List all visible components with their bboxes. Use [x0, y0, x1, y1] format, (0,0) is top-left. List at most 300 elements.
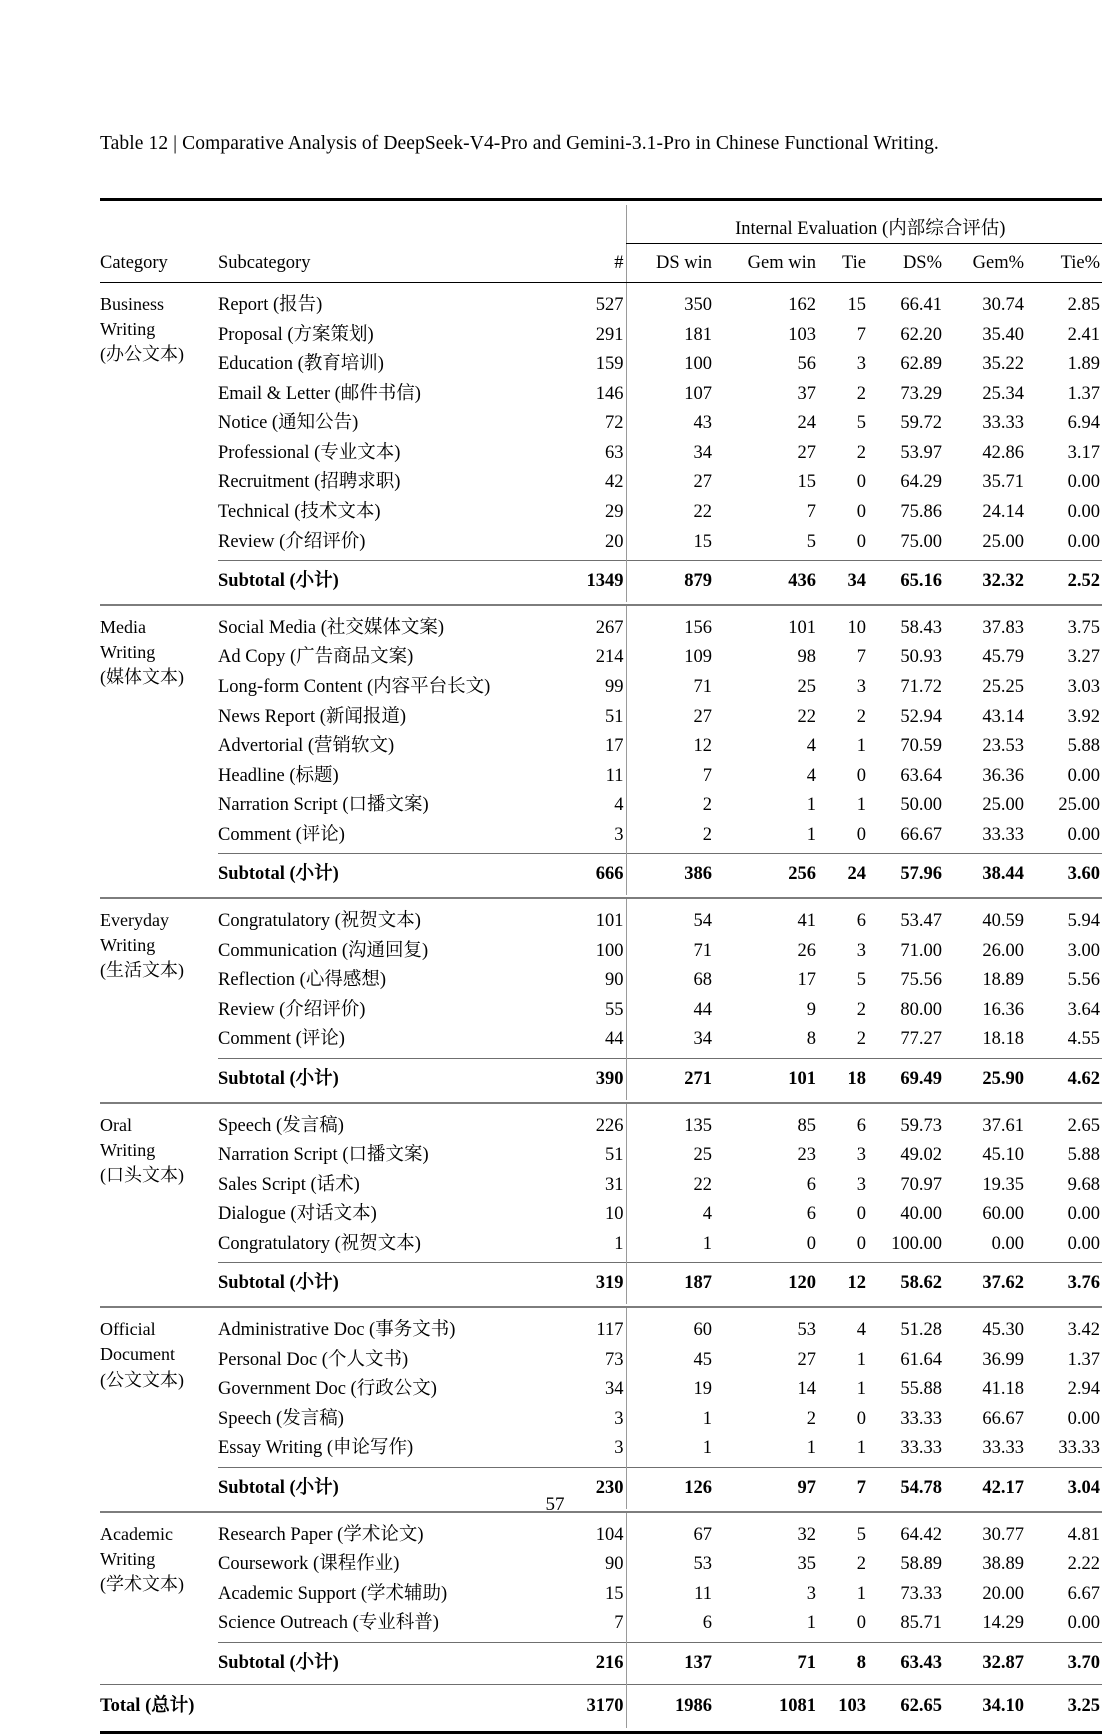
subtotal-spacer: [100, 1058, 218, 1100]
cell-ds-pct: 70.59: [900, 736, 942, 757]
cell-tie: 0: [856, 1204, 866, 1225]
cell-count: 51: [605, 1145, 624, 1166]
cell-ds-win: 25: [626, 1141, 714, 1171]
category-label-en-line2: Document: [100, 1344, 175, 1365]
subtotal-label-cn: (小计): [289, 1068, 339, 1089]
cell-tie-pct: 3.42: [1067, 1320, 1100, 1341]
cell-gem-pct: 36.36: [982, 765, 1024, 786]
subtotal-label-cn: (小计): [289, 570, 339, 591]
cell-gem-win: 2: [806, 1408, 816, 1429]
cell-gem-win: 24: [797, 413, 816, 434]
cell-ds-pct: 71.72: [900, 676, 942, 697]
subtotal-tie: 18: [818, 1058, 868, 1100]
cell-gem-win: 25: [797, 676, 816, 697]
subcategory-name: Ad Copy (广告商品文案): [218, 647, 414, 668]
subcategory-name: Congratulatory (祝贺文本): [218, 1233, 421, 1254]
cell-count: 214: [595, 647, 624, 668]
subtotal-gem-pct: 38.44: [944, 854, 1026, 896]
table-row: [100, 320, 1102, 350]
cell-tie-pct: 0.00: [1067, 765, 1100, 786]
cell-tie: 6: [856, 911, 866, 932]
cell-ds-pct: 62.89: [900, 354, 942, 375]
cell-gem-win: 15: [797, 472, 816, 493]
category-label: [100, 283, 218, 561]
cell-gem-pct: 37.83: [982, 617, 1024, 638]
cell-ds-pct: 58.43: [900, 617, 942, 638]
cell-ds-win: 100: [626, 350, 714, 380]
cell-ds-pct: 49.02: [900, 1145, 942, 1166]
total-gem-pct: 34.10: [944, 1684, 1026, 1728]
subtotal-spacer: [100, 1642, 218, 1684]
cell-ds-win: 1: [626, 1434, 714, 1467]
subcategory-name: Email & Letter (邮件书信): [218, 383, 421, 404]
subtotal-ds-pct: 54.78: [868, 1467, 944, 1509]
cell-ds-pct: 40.00: [900, 1204, 942, 1225]
subtotal-ds-pct: 65.16: [868, 560, 944, 602]
cell-gem-pct: 14.29: [982, 1613, 1024, 1634]
cell-gem-win: 4: [806, 736, 816, 757]
column-header-tie: Tie: [818, 244, 868, 283]
table-row: [100, 527, 1102, 560]
table-row: [100, 439, 1102, 469]
table-row: [100, 966, 1102, 996]
cell-count: 99: [605, 676, 624, 697]
subtotal-gem-win: 71: [714, 1642, 818, 1684]
cell-ds-pct: 85.71: [900, 1613, 942, 1634]
category-label-en-line2: Writing: [100, 642, 156, 663]
cell-count: 73: [605, 1349, 624, 1370]
cell-gem-pct: 30.77: [982, 1524, 1024, 1545]
table-row: [100, 1434, 1102, 1467]
table-row: [100, 1025, 1102, 1058]
table-row: [100, 996, 1102, 1026]
cell-count: 55: [605, 999, 624, 1020]
subcategory-name: Comment (评论): [218, 1029, 345, 1050]
subtotal-gem-win: 256: [714, 854, 818, 896]
cell-count: 72: [605, 413, 624, 434]
cell-gem-pct: 45.79: [982, 647, 1024, 668]
table-row: [100, 1171, 1102, 1201]
cell-ds-pct: 64.29: [900, 472, 942, 493]
cell-ds-pct: 52.94: [900, 706, 942, 727]
table-row: [100, 498, 1102, 528]
cell-tie: 0: [856, 531, 866, 552]
cell-ds-pct: 73.29: [900, 383, 942, 404]
cell-tie-pct: 2.94: [1067, 1379, 1100, 1400]
cell-count: 31: [605, 1174, 624, 1195]
cell-tie-pct: 3.92: [1067, 706, 1100, 727]
cell-gem-win: 1: [806, 1438, 816, 1459]
table-row: [100, 350, 1102, 380]
subcategory-name: Narration Script (口播文案): [218, 1145, 429, 1166]
cell-gem-pct: 25.00: [982, 531, 1024, 552]
cell-tie-pct: 3.00: [1067, 940, 1100, 961]
cell-gem-win: 1: [806, 795, 816, 816]
cell-gem-win: 37: [797, 383, 816, 404]
table-row: [100, 380, 1102, 410]
cell-tie: 1: [856, 795, 866, 816]
category-label-en-line2: Writing: [100, 319, 156, 340]
total-ds-pct: 62.65: [868, 1684, 944, 1728]
cell-tie-pct: 6.94: [1067, 413, 1100, 434]
cell-tie: 5: [856, 413, 866, 434]
cell-gem-pct: 30.74: [982, 295, 1024, 315]
group-header-internal-evaluation: Internal Evaluation (内部综合评估): [626, 205, 1102, 244]
cell-ds-pct: 59.73: [900, 1115, 942, 1136]
cell-tie: 5: [856, 970, 866, 991]
cell-ds-pct: 59.72: [900, 413, 942, 434]
cell-ds-pct: 80.00: [900, 999, 942, 1020]
cell-ds-win: 45: [626, 1346, 714, 1376]
cell-tie-pct: 1.89: [1067, 354, 1100, 375]
cell-tie: 1: [856, 736, 866, 757]
subtotal-gem-win: 101: [714, 1058, 818, 1100]
cell-tie: 1: [856, 1583, 866, 1604]
cell-tie: 2: [856, 706, 866, 727]
table-bottom-rule: [100, 1728, 1102, 1733]
cell-tie: 2: [856, 442, 866, 463]
cell-tie-pct: 2.85: [1067, 295, 1100, 315]
subtotal-label: [218, 1642, 566, 1684]
total-label-en: Total: [100, 1695, 141, 1716]
cell-tie: 3: [856, 354, 866, 375]
cell-tie: 6: [856, 1115, 866, 1136]
cell-gem-pct: 25.00: [982, 795, 1024, 816]
cell-gem-win: 41: [797, 911, 816, 932]
cell-ds-win: 60: [626, 1307, 714, 1345]
cell-gem-pct: 16.36: [982, 999, 1024, 1020]
category-label-en-line1: Business: [100, 294, 165, 314]
subtotal-row: [100, 1058, 1102, 1100]
table-row: [100, 821, 1102, 854]
cell-tie-pct: 33.33: [1058, 1438, 1100, 1459]
table-row: [100, 898, 1102, 936]
cell-tie: 2: [856, 383, 866, 404]
subcategory-name: Research Paper (学术论文): [218, 1524, 424, 1545]
cell-ds-win: 34: [626, 1025, 714, 1058]
cell-gem-pct: 42.86: [982, 442, 1024, 463]
category-label: [100, 1103, 218, 1263]
cell-gem-pct: 33.33: [982, 1438, 1024, 1459]
cell-ds-pct: 51.28: [900, 1320, 942, 1341]
cell-tie: 2: [856, 1554, 866, 1575]
total-row: [100, 1684, 1102, 1728]
cell-ds-pct: 55.88: [900, 1379, 942, 1400]
cell-ds-pct: 50.93: [900, 647, 942, 668]
subtotal-row: [100, 854, 1102, 896]
category-label-en-line2: Writing: [100, 1548, 156, 1569]
cell-tie-pct: 0.00: [1067, 1613, 1100, 1634]
cell-gem-win: 103: [788, 324, 816, 345]
column-header-gem-pct: Gem%: [944, 244, 1026, 283]
cell-gem-pct: 33.33: [982, 413, 1024, 434]
cell-count: 226: [595, 1115, 624, 1136]
cell-tie-pct: 0.00: [1067, 472, 1100, 493]
cell-tie: 2: [856, 1029, 866, 1050]
cell-ds-win: 27: [626, 468, 714, 498]
cell-gem-win: 98: [797, 647, 816, 668]
category-label-en-line1: Media: [100, 616, 146, 637]
cell-tie: 3: [856, 676, 866, 697]
cell-tie: 0: [856, 1408, 866, 1429]
cell-tie-pct: 0.00: [1067, 1204, 1100, 1225]
subtotal-ds-win: 187: [626, 1263, 714, 1305]
cell-ds-pct: 66.41: [900, 295, 942, 315]
cell-tie: 15: [847, 295, 866, 315]
cell-ds-win: 135: [626, 1103, 714, 1141]
table-row: [100, 643, 1102, 673]
cell-gem-pct: 37.61: [982, 1115, 1024, 1136]
subcategory-name: Narration Script (口播文案): [218, 795, 429, 816]
subtotal-ds-pct: 69.49: [868, 1058, 944, 1100]
subtotal-label-cn: (小计): [289, 1273, 339, 1294]
cell-gem-win: 5: [806, 531, 816, 552]
cell-count: 15: [605, 1583, 624, 1604]
cell-count: 104: [595, 1524, 624, 1545]
subtotal-label-en: Subtotal: [218, 1652, 285, 1673]
column-header-ds-win: DS win: [626, 244, 714, 283]
cell-ds-win: 34: [626, 439, 714, 469]
cell-ds-pct: 61.64: [900, 1349, 942, 1370]
cell-gem-pct: 35.22: [982, 354, 1024, 375]
category-label-en-line1: Everyday: [100, 910, 169, 931]
subtotal-label-cn: (小计): [289, 864, 339, 885]
cell-gem-pct: 45.30: [982, 1320, 1024, 1341]
subcategory-name: Proposal (方案策划): [218, 324, 374, 345]
cell-gem-win: 14: [797, 1379, 816, 1400]
total-label: [100, 1684, 566, 1728]
cell-gem-win: 6: [806, 1204, 816, 1225]
cell-count: 146: [595, 383, 624, 404]
cell-count: 34: [605, 1379, 624, 1400]
subtotal-ds-win: 126: [626, 1467, 714, 1509]
cell-count: 90: [605, 970, 624, 991]
cell-ds-win: 44: [626, 996, 714, 1026]
subcategory-name: Administrative Doc (事务文书): [218, 1320, 456, 1341]
subcategory-name: Headline (标题): [218, 765, 339, 786]
cell-tie-pct: 0.00: [1067, 1233, 1100, 1254]
cell-tie-pct: 3.17: [1067, 442, 1100, 463]
cell-count: 1: [614, 1233, 624, 1254]
cell-ds-win: 54: [626, 898, 714, 936]
subtotal-label-en: Subtotal: [218, 1273, 285, 1294]
cell-gem-pct: 38.89: [982, 1554, 1024, 1575]
cell-ds-win: 1: [626, 1230, 714, 1263]
total-ds-win: 1986: [626, 1684, 714, 1728]
category-label-en-line2: Writing: [100, 1139, 156, 1160]
cell-tie-pct: 2.65: [1067, 1115, 1100, 1136]
subtotal-count: 319: [566, 1263, 626, 1305]
table-row: [100, 409, 1102, 439]
cell-ds-win: 71: [626, 936, 714, 966]
subcategory-name: Sales Script (话术): [218, 1174, 360, 1195]
total-tie-pct: 3.25: [1026, 1684, 1102, 1728]
group-header-spacer: [218, 205, 566, 244]
subtotal-gem-win: 436: [714, 560, 818, 602]
cell-tie-pct: 1.37: [1067, 1349, 1100, 1370]
column-header-ds-pct: DS%: [868, 244, 944, 283]
column-header-category: Category: [100, 244, 218, 283]
category-label-cn: (公文文本): [100, 1369, 184, 1390]
cell-ds-pct: 73.33: [900, 1583, 942, 1604]
cell-tie: 0: [856, 824, 866, 845]
subtotal-row: [100, 560, 1102, 602]
cell-count: 291: [595, 324, 624, 345]
cell-gem-pct: 41.18: [982, 1379, 1024, 1400]
group-header-spacer: [100, 205, 218, 244]
cell-tie: 0: [856, 1613, 866, 1634]
table-row: [100, 762, 1102, 792]
cell-tie: 10: [847, 617, 866, 638]
cell-ds-win: 53: [626, 1550, 714, 1580]
cell-gem-win: 162: [788, 295, 816, 315]
subcategory-name: Congratulatory (祝贺文本): [218, 911, 421, 932]
column-header-subcategory: Subcategory: [218, 244, 566, 283]
subcategory-name: Notice (通知公告): [218, 413, 359, 434]
cell-tie: 5: [856, 1524, 866, 1545]
subtotal-tie: 7: [818, 1467, 868, 1509]
table-row: [100, 1103, 1102, 1141]
cell-count: 3: [614, 1408, 624, 1429]
table-row: [100, 1200, 1102, 1230]
subtotal-spacer: [100, 1263, 218, 1305]
cell-ds-win: 15: [626, 527, 714, 560]
cell-count: 17: [605, 736, 624, 757]
cell-tie-pct: 0.00: [1067, 824, 1100, 845]
subtotal-gem-pct: 32.87: [944, 1642, 1026, 1684]
table-caption: Table 12 | Comparative Analysis of DeepSeek-V4-Pro and Gemini-3.1-Pro in Chinese Functional Writing.: [100, 133, 939, 154]
category-label-en-line2: Writing: [100, 935, 156, 956]
subcategory-name: Reflection (心得感想): [218, 970, 386, 991]
table-row: [100, 1609, 1102, 1642]
cell-count: 44: [605, 1029, 624, 1050]
cell-ds-win: 22: [626, 1171, 714, 1201]
cell-ds-pct: 33.33: [900, 1438, 942, 1459]
subtotal-ds-win: 271: [626, 1058, 714, 1100]
cell-gem-win: 17: [797, 970, 816, 991]
subtotal-count: 390: [566, 1058, 626, 1100]
cell-gem-win: 3: [806, 1583, 816, 1604]
subtotal-tie: 12: [818, 1263, 868, 1305]
cell-ds-win: 109: [626, 643, 714, 673]
subtotal-label-en: Subtotal: [218, 864, 285, 885]
cell-gem-pct: 24.14: [982, 502, 1024, 523]
cell-tie-pct: 2.41: [1067, 324, 1100, 345]
cell-count: 42: [605, 472, 624, 493]
subtotal-tie-pct: 3.04: [1026, 1467, 1102, 1509]
subcategory-name: Education (教育培训): [218, 354, 384, 375]
cell-gem-pct: 45.10: [982, 1145, 1024, 1166]
subtotal-tie: 24: [818, 854, 868, 896]
cell-count: 101: [595, 911, 624, 932]
cell-ds-pct: 64.42: [900, 1524, 942, 1545]
cell-tie-pct: 5.56: [1067, 970, 1100, 991]
cell-gem-win: 32: [797, 1524, 816, 1545]
subtotal-row: [100, 1642, 1102, 1684]
table-row: [100, 673, 1102, 703]
cell-ds-win: 27: [626, 702, 714, 732]
cell-ds-pct: 58.89: [900, 1554, 942, 1575]
subtotal-label-cn: (小计): [289, 1652, 339, 1673]
subtotal-spacer: [100, 560, 218, 602]
cell-tie: 3: [856, 1145, 866, 1166]
table-row: [100, 283, 1102, 321]
category-label-cn: (媒体文本): [100, 667, 184, 688]
category-label-en-line1: Official: [100, 1319, 156, 1340]
subcategory-name: Social Media (社交媒体文案): [218, 617, 445, 638]
cell-ds-win: 12: [626, 732, 714, 762]
cell-tie: 0: [856, 472, 866, 493]
subtotal-ds-win: 879: [626, 560, 714, 602]
subtotal-count: 230: [566, 1467, 626, 1509]
cell-gem-pct: 25.34: [982, 383, 1024, 404]
cell-gem-pct: 60.00: [982, 1204, 1024, 1225]
cell-count: 51: [605, 706, 624, 727]
subcategory-name: Professional (专业文本): [218, 442, 401, 463]
category-label: [100, 1307, 218, 1467]
subtotal-ds-pct: 63.43: [868, 1642, 944, 1684]
subcategory-name: Speech (发言稿): [218, 1115, 344, 1136]
subcategory-name: Review (介绍评价): [218, 999, 366, 1020]
subtotal-label-en: Subtotal: [218, 1477, 285, 1498]
cell-gem-pct: 35.40: [982, 324, 1024, 345]
cell-count: 4: [614, 795, 624, 816]
subtotal-spacer: [100, 854, 218, 896]
subtotal-tie-pct: 3.60: [1026, 854, 1102, 896]
subcategory-name: Coursework (课程作业): [218, 1554, 400, 1575]
subtotal-ds-win: 386: [626, 854, 714, 896]
cell-ds-pct: 33.33: [900, 1408, 942, 1429]
cell-gem-win: 6: [806, 1174, 816, 1195]
cell-count: 100: [595, 940, 624, 961]
category-label-en-line1: Academic: [100, 1523, 173, 1544]
total-count: 3170: [566, 1684, 626, 1728]
cell-tie-pct: 0.00: [1067, 1408, 1100, 1429]
subcategory-name: Recruitment (招聘求职): [218, 472, 401, 493]
subcategory-name: Dialogue (对话文本): [218, 1204, 377, 1225]
total-tie: 103: [818, 1684, 868, 1728]
cell-gem-win: 101: [788, 617, 816, 638]
subtotal-label: [218, 854, 566, 896]
subtotal-tie: 8: [818, 1642, 868, 1684]
cell-count: 159: [595, 354, 624, 375]
cell-count: 20: [605, 531, 624, 552]
subtotal-ds-win: 137: [626, 1642, 714, 1684]
subcategory-name: Review (介绍评价): [218, 531, 366, 552]
cell-gem-win: 27: [797, 1349, 816, 1370]
table-row: [100, 732, 1102, 762]
cell-ds-pct: 77.27: [900, 1029, 942, 1050]
cell-ds-win: 7: [626, 762, 714, 792]
subtotal-ds-pct: 58.62: [868, 1263, 944, 1305]
subcategory-name: Essay Writing (申论写作): [218, 1438, 414, 1459]
category-label-cn: (学术文本): [100, 1574, 184, 1595]
column-header-gem-win: Gem win: [714, 244, 818, 283]
cell-gem-pct: 0.00: [991, 1233, 1024, 1254]
subtotal-tie-pct: 4.62: [1026, 1058, 1102, 1100]
cell-gem-win: 1: [806, 1613, 816, 1634]
cell-tie-pct: 0.00: [1067, 502, 1100, 523]
cell-gem-pct: 26.00: [982, 940, 1024, 961]
subtotal-gem-pct: 37.62: [944, 1263, 1026, 1305]
cell-ds-win: 350: [626, 283, 714, 321]
cell-ds-win: 156: [626, 605, 714, 643]
cell-ds-pct: 63.64: [900, 765, 942, 786]
cell-gem-pct: 18.18: [982, 1029, 1024, 1050]
cell-tie: 1: [856, 1349, 866, 1370]
cell-tie: 3: [856, 940, 866, 961]
cell-gem-pct: 43.14: [982, 706, 1024, 727]
